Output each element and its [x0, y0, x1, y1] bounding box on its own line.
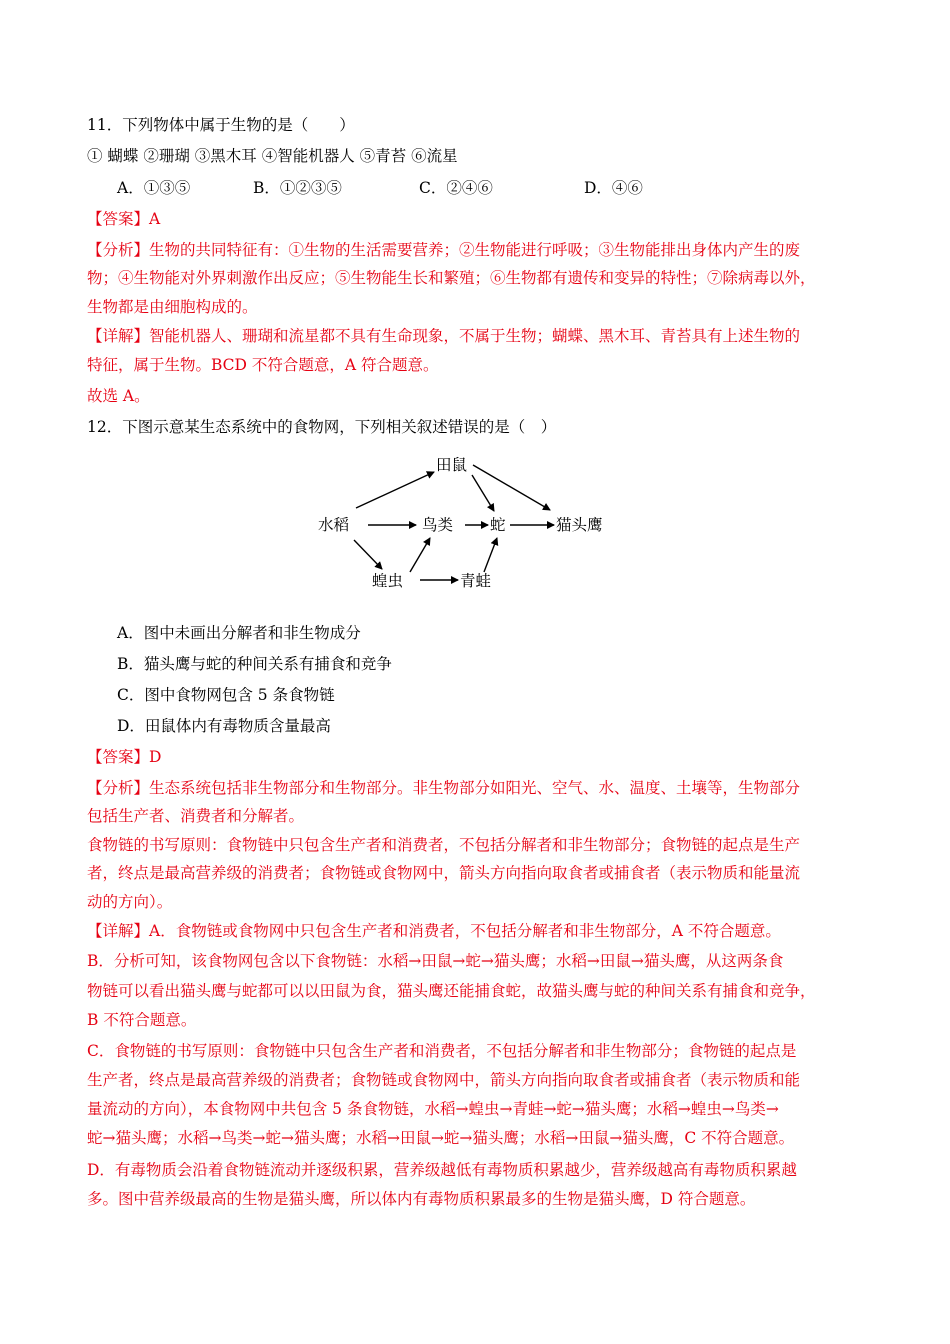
q12-analysis-line: 【分析】生态系统包括非生物部分和生物部分。非生物部分如阳光、空气、水、温度、土壤等，生物部分: [87, 779, 801, 797]
node-maotouying: 猫头鹰: [556, 516, 603, 534]
q12-option-d: D．田鼠体内有毒物质含量最高: [117, 717, 331, 735]
q11-option-d: D．④⑥: [584, 179, 643, 197]
q12-option-a: A．图中未画出分解者和非生物成分: [117, 624, 361, 642]
q12-detail-line: 物链可以看出猫头鹰与蛇都可以以田鼠为食，猫头鹰还能捕食蛇，故猫头鹰与蛇的种间关系有捕食和竞争，: [87, 982, 816, 1000]
q12-detail-line: B 不符合题意。: [87, 1011, 197, 1029]
q12-option-c: C．图中食物网包含 5 条食物链: [117, 686, 335, 704]
q12-analysis-line: 包括生产者、消费者和分解者。: [87, 807, 305, 825]
node-huangchong: 蝗虫: [372, 572, 404, 590]
q11-analysis-line: 【分析】生物的共同特征有：①生物的生活需要营养；②生物能进行呼吸；③生物能排出身体内产生的废: [87, 241, 801, 259]
q11-items: ① 蝴蝶 ②珊瑚 ③黑木耳 ④智能机器人 ⑤青苔 ⑥流星: [87, 147, 458, 165]
q11-detail-line: 故选 A。: [87, 387, 150, 405]
q12-detail-line: C．食物链的书写原则：食物链中只包含生产者和消费者，不包括分解者和非生物部分；食物链的起点是: [87, 1042, 797, 1060]
q11-detail-line: 特征，属于生物。BCD 不符合题意，A 符合题意。: [87, 356, 439, 374]
q11-option-a: A．①③⑤: [117, 179, 191, 197]
q12-answer: 【答案】D: [87, 748, 162, 766]
arrow-shuidao-huangchong: [354, 540, 382, 569]
node-qingwa: 青蛙: [460, 572, 492, 590]
node-niaolei: 鸟类: [422, 516, 454, 534]
q11-stem: 11．下列物体中属于生物的是（ ）: [87, 116, 355, 134]
q12-stem: 12．下图示意某生态系统中的食物网，下列相关叙述错误的是（ ）: [87, 418, 557, 436]
node-shuidao: 水稻: [318, 516, 350, 534]
q12-analysis-line: 食物链的书写原则：食物链中只包含生产者和消费者，不包括分解者和非生物部分；食物链的起点是生产: [87, 836, 801, 854]
q12-detail-line: 生产者，终点是最高营养级的消费者；食物链或食物网中，箭头方向指向取食者或捕食者（表示物质和能: [87, 1071, 801, 1089]
food-web-diagram: [310, 450, 620, 600]
q12-detail-line: B．分析可知，该食物网包含以下食物链：水稻→田鼠→蛇→猫头鹰；水稻→田鼠→猫头鹰，从这两条食: [87, 952, 784, 970]
q12-analysis-line: 动的方向）。: [87, 893, 173, 911]
q11-analysis-line: 生物都是由细胞构成的。: [87, 298, 258, 316]
arrow-qingwa-she: [484, 538, 497, 572]
node-she: 蛇: [490, 516, 506, 534]
node-tianshu: 田鼠: [436, 456, 468, 474]
q12-option-b: B．猫头鹰与蛇的种间关系有捕食和竞争: [117, 655, 392, 673]
arrow-tianshu-maotouying: [473, 465, 550, 510]
q12-detail-line: 量流动的方向），本食物网中共包含 5 条食物链，水稻→蝗虫→青蛙→蛇→猫头鹰；水稻→蝗虫→鸟类→: [87, 1100, 779, 1118]
q12-detail-line: 多。图中营养级最高的生物是猫头鹰，所以体内有毒物质积累最多的生物是猫头鹰，D 符合题意。: [87, 1190, 756, 1208]
arrow-tianshu-she: [472, 475, 494, 511]
q12-detail-line: D．有毒物质会沿着食物链流动并逐级积累，营养级越低有毒物质积累越少，营养级越高有毒物质积累越: [87, 1161, 797, 1179]
q12-analysis-line: 者，终点是最高营养级的消费者；食物链或食物网中，箭头方向指向取食者或捕食者（表示物质和能量流: [87, 864, 801, 882]
q12-detail-line: 蛇→猫头鹰；水稻→鸟类→蛇→猫头鹰；水稻→田鼠→蛇→猫头鹰；水稻→田鼠→猫头鹰，C 不符合题意。: [87, 1129, 795, 1147]
q11-detail-line: 【详解】智能机器人、珊瑚和流星都不具有生命现象，不属于生物；蝴蝶、黑木耳、青苔具有上述生物的: [87, 327, 801, 345]
arrow-shuidao-tianshu: [356, 472, 434, 508]
arrow-huangchong-niaolei: [410, 538, 430, 572]
q12-detail-line: 【详解】A．食物链或食物网中只包含生产者和消费者，不包括分解者和非生物部分，A 不符合题意。: [87, 922, 781, 940]
q11-analysis-line: 物；④生物能对外界刺激作出反应；⑤生物能生长和繁殖；⑥生物都有遗传和变异的特性；⑦除病毒以外，: [87, 269, 816, 287]
q11-answer: 【答案】A: [87, 210, 161, 228]
q11-option-b: B．①②③⑤: [253, 179, 342, 197]
q11-option-c: C．②④⑥: [419, 179, 493, 197]
